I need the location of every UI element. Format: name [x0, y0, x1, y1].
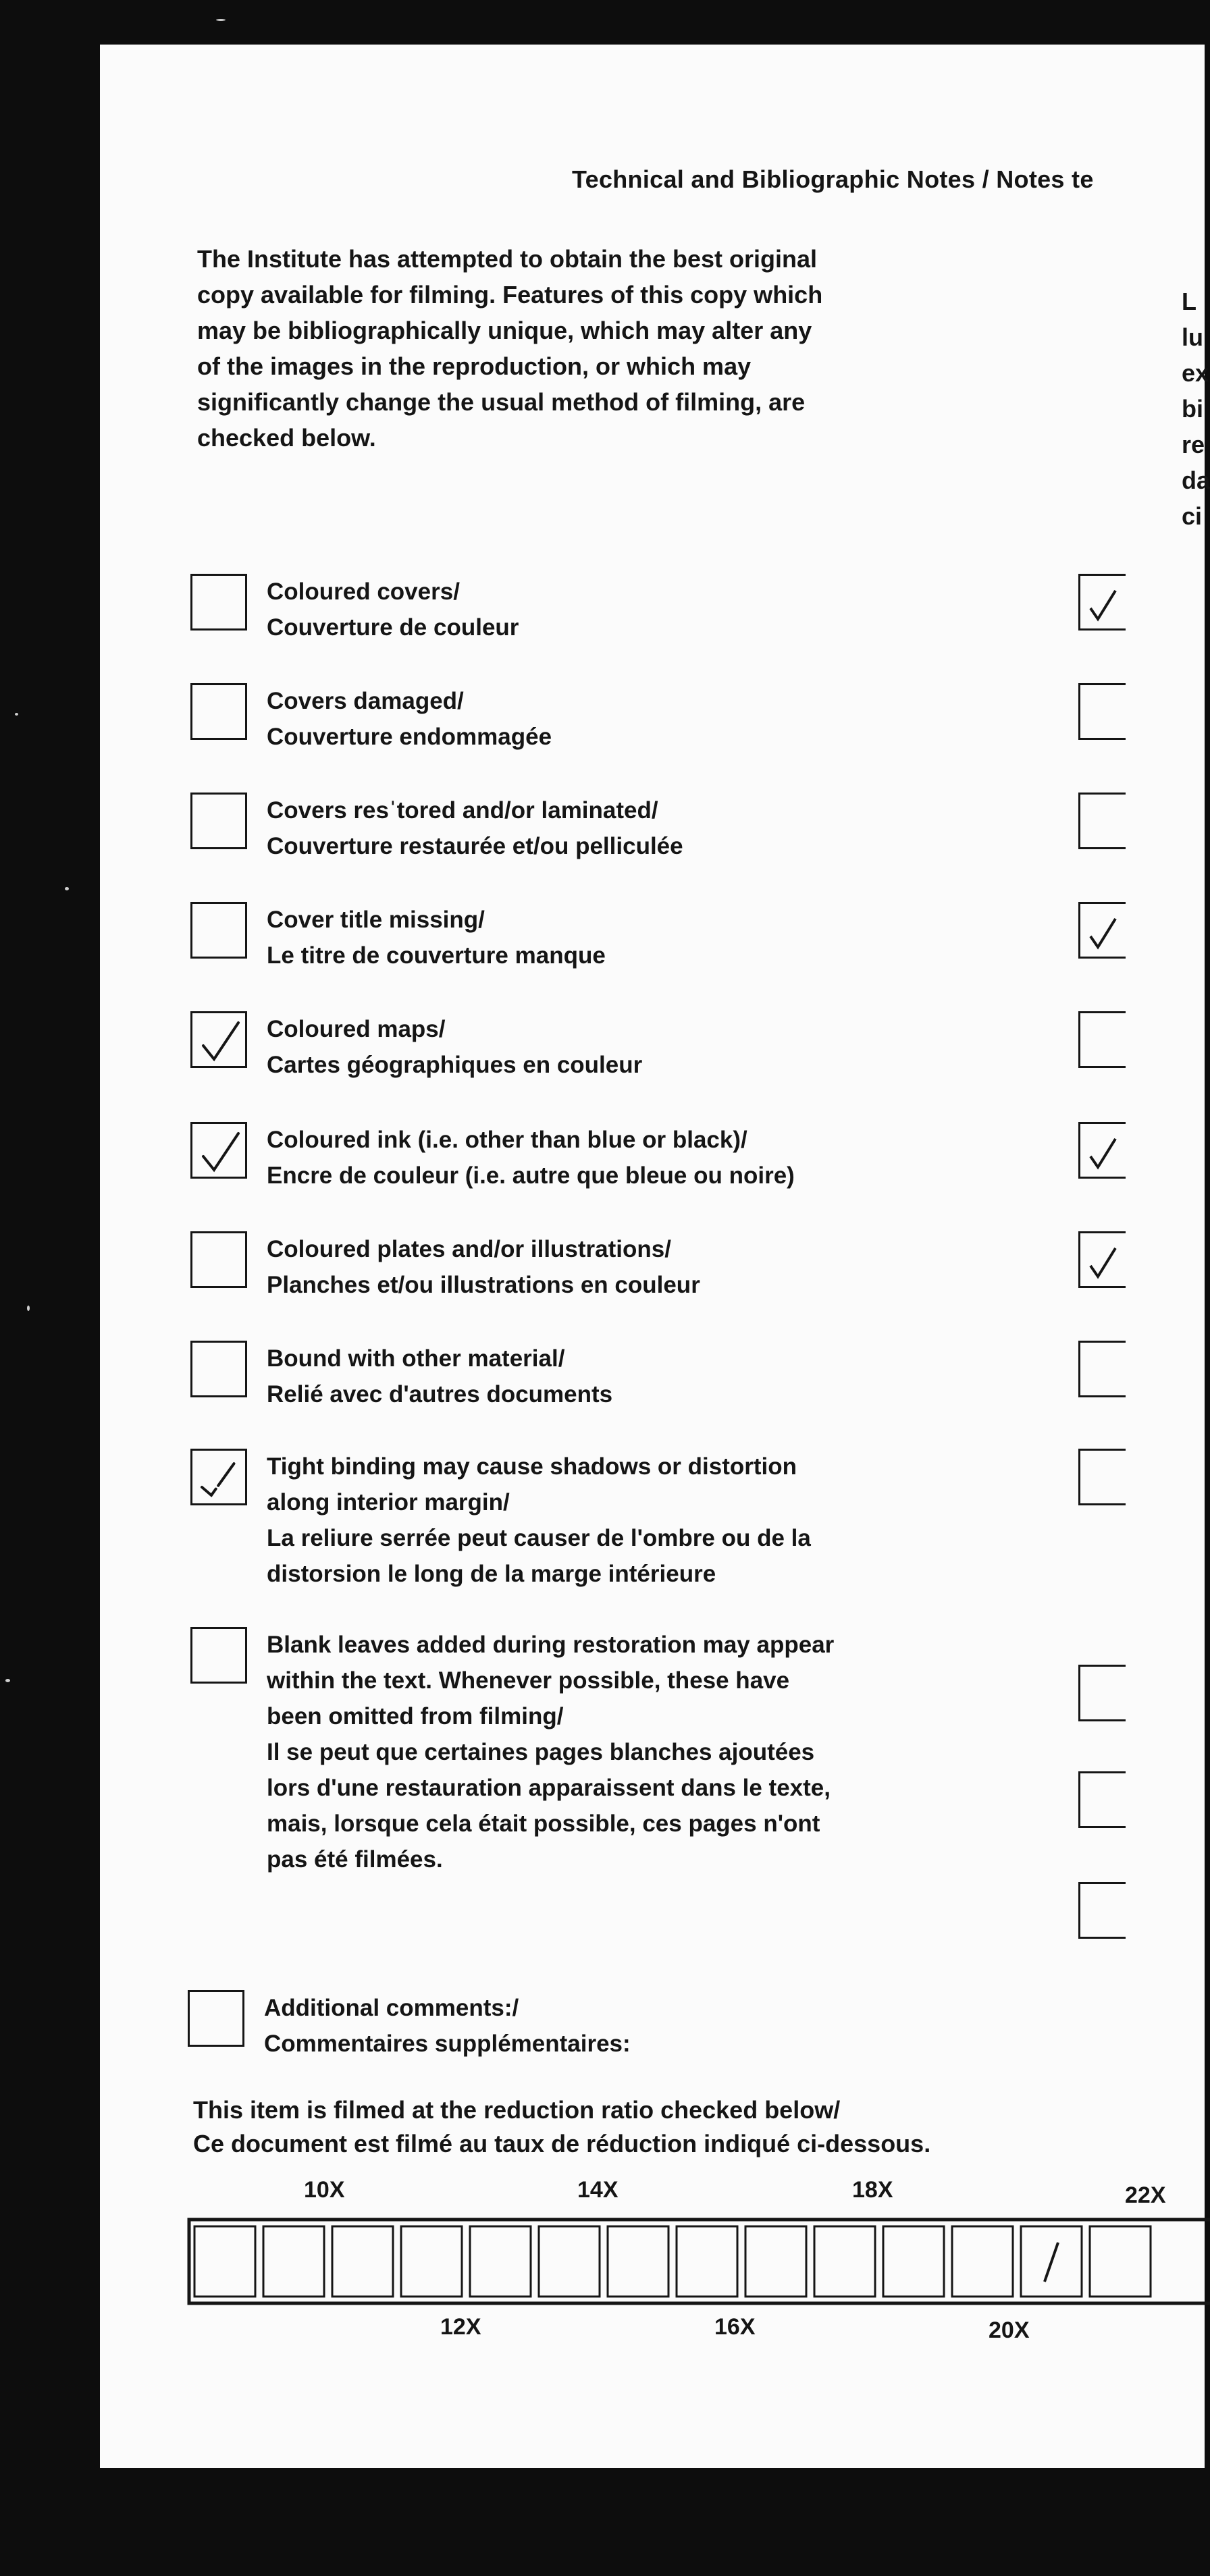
item-label: [267, 1122, 795, 1193]
item-line: Commentaires supplémentaires:: [264, 2031, 631, 2057]
intro-line: significantly change the usual method of filming, are: [197, 388, 806, 416]
right-column-fragment: da: [1182, 466, 1210, 494]
right-column-text: [1182, 284, 1210, 534]
right-checkbox[interactable]: [1078, 1011, 1126, 1068]
item-line: Bound with other material/: [267, 1345, 565, 1372]
scale-cell[interactable]: [263, 2226, 324, 2297]
right-checkbox[interactable]: [1078, 1231, 1126, 1288]
item-label: [267, 1341, 612, 1412]
right-column-fragment: L: [1182, 288, 1196, 315]
right-checkbox[interactable]: [1078, 793, 1126, 849]
intro-line: may be bibliographically unique, which may alter any: [197, 317, 812, 344]
checkbox[interactable]: [190, 1627, 247, 1684]
right-column-fragment: bi: [1182, 395, 1203, 423]
ratio-label-10x: 10X: [304, 2177, 345, 2203]
right-checkbox[interactable]: [1078, 1449, 1126, 1505]
item-line: Cover title missing/: [267, 907, 485, 933]
ratio-label-18x: 18X: [852, 2177, 893, 2203]
right-checkbox[interactable]: [1078, 683, 1126, 740]
intro-line: of the images in the reproduction, or which may: [197, 352, 752, 380]
item-line: Blank leaves added during restoration may appear: [267, 1632, 835, 1658]
intro-paragraph: [197, 241, 974, 456]
right-checkbox[interactable]: [1078, 1122, 1126, 1179]
item-line: Encre de couleur (i.e. autre que bleue ou noire): [267, 1162, 795, 1189]
item-label: [267, 574, 519, 645]
item-line: Tight binding may cause shadows or distortion: [267, 1453, 797, 1480]
scan-speck: [15, 713, 18, 716]
right-column-fragment: re: [1182, 431, 1205, 458]
checkmark-icon: [1088, 913, 1115, 950]
item-line: Couverture de couleur: [267, 614, 519, 641]
ratio-label-12x: 12X: [440, 2314, 481, 2340]
item-line: Couverture restaurée et/ou pelliculée: [267, 833, 683, 859]
right-checkbox[interactable]: [1078, 1771, 1126, 1828]
checkmark-icon: [1088, 585, 1115, 622]
scan-speck: [5, 1679, 10, 1682]
scale-cell[interactable]: [1090, 2226, 1151, 2297]
item-label: [267, 683, 552, 755]
item-label: [267, 1449, 811, 1592]
right-checkbox[interactable]: [1078, 1341, 1126, 1397]
item-line: within the text. Whenever possible, these have: [267, 1667, 790, 1694]
scan-speck: [27, 1306, 30, 1311]
right-column-fragment: ci: [1182, 502, 1203, 530]
item-line: Planches et/ou illustrations en couleur: [267, 1272, 700, 1298]
right-checkbox[interactable]: [1078, 574, 1126, 630]
item-line: Covers damaged/: [267, 688, 464, 714]
reduction-line: This item is filmed at the reduction ratio checked below/: [193, 2096, 841, 2124]
item-line: Coloured plates and/or illustrations/: [267, 1236, 671, 1262]
checkbox[interactable]: [190, 1231, 247, 1288]
item-line: been omitted from filming/: [267, 1703, 564, 1729]
scale-cell[interactable]: [745, 2226, 806, 2297]
checkmark-icon: [1088, 1243, 1115, 1279]
item-line: Le titre de couverture manque: [267, 942, 606, 969]
scale-cell[interactable]: [883, 2226, 944, 2297]
item-label: [267, 1627, 834, 1877]
reduction-line: Ce document est filmé au taux de réduction indiqué ci-dessous.: [193, 2130, 931, 2157]
item-line: distorsion le long de la marge intérieure: [267, 1561, 716, 1587]
scale-cell[interactable]: [401, 2226, 462, 2297]
notes-header: Technical and Bibliographic Notes / Notes te: [572, 165, 1094, 193]
item-line: Covers resˈtored and/or laminated/: [267, 797, 658, 824]
checkbox[interactable]: [188, 1990, 244, 2047]
right-column-fragment: ex: [1182, 359, 1209, 387]
ratio-label-16x: 16X: [714, 2314, 756, 2340]
item-label: [267, 793, 683, 864]
checkmark-icon: [199, 1129, 242, 1175]
item-label: [264, 1990, 631, 2062]
item-line: Additional comments:/: [264, 1995, 519, 2021]
right-checkbox[interactable]: [1078, 1665, 1126, 1721]
item-line: La reliure serrée peut causer de l'ombre ou de la: [267, 1525, 811, 1551]
scale-cell[interactable]: [194, 2226, 255, 2297]
scale-cell[interactable]: [470, 2226, 531, 2297]
ratio-label-20x: 20X: [989, 2317, 1030, 2343]
checkbox[interactable]: [190, 1341, 247, 1397]
item-line: pas été filmées.: [267, 1846, 443, 1873]
item-label: [267, 1011, 642, 1083]
item-label: [267, 902, 606, 973]
item-line: lors d'une restauration apparaissent dans le texte,: [267, 1775, 831, 1801]
checkbox[interactable]: [190, 683, 247, 740]
checkmark-icon: [1088, 1133, 1115, 1170]
checkbox[interactable]: [190, 902, 247, 959]
item-line: Coloured maps/: [267, 1016, 446, 1042]
scan-speck: [216, 19, 226, 21]
scale-cell[interactable]: [814, 2226, 875, 2297]
intro-line: copy available for filming. Features of this copy which: [197, 281, 823, 308]
item-line: Couverture endommagée: [267, 724, 552, 750]
intro-line: checked below.: [197, 424, 376, 452]
item-line: Coloured ink (i.e. other than blue or black)/: [267, 1127, 747, 1153]
right-column-fragment: lu: [1182, 323, 1203, 351]
checkbox[interactable]: [190, 1011, 247, 1068]
checkbox[interactable]: [190, 1122, 247, 1179]
scale-cell[interactable]: [539, 2226, 600, 2297]
scale-cell[interactable]: [332, 2226, 393, 2297]
ratio-label-14x: 14X: [577, 2177, 619, 2203]
intro-line: The Institute has attempted to obtain the best original: [197, 245, 818, 273]
scale-cell[interactable]: [677, 2226, 737, 2297]
item-line: Cartes géographiques en couleur: [267, 1052, 643, 1078]
item-line: Coloured covers/: [267, 579, 460, 605]
scale-cell[interactable]: [608, 2226, 668, 2297]
item-line: Relié avec d'autres documents: [267, 1381, 613, 1407]
ratio-label-22x: 22X: [1125, 2182, 1166, 2208]
item-line: along interior margin/: [267, 1489, 510, 1515]
checkbox[interactable]: [190, 574, 247, 630]
item-label: [267, 1231, 700, 1303]
checkbox[interactable]: [190, 793, 247, 849]
checkmark-icon: [199, 1456, 242, 1502]
scan-speck: [65, 887, 69, 890]
item-line: Il se peut que certaines pages blanches ajoutées: [267, 1739, 815, 1765]
checkmark-icon: [199, 1019, 242, 1065]
right-checkbox[interactable]: [1078, 902, 1126, 959]
reduction-scale: [188, 2218, 1205, 2305]
reduction-ratio-note: [193, 2093, 930, 2161]
item-line: mais, lorsque cela était possible, ces pages n'ont: [267, 1810, 820, 1837]
right-checkbox[interactable]: [1078, 1882, 1126, 1939]
checkbox[interactable]: [190, 1449, 247, 1505]
scale-cell[interactable]: [952, 2226, 1013, 2297]
